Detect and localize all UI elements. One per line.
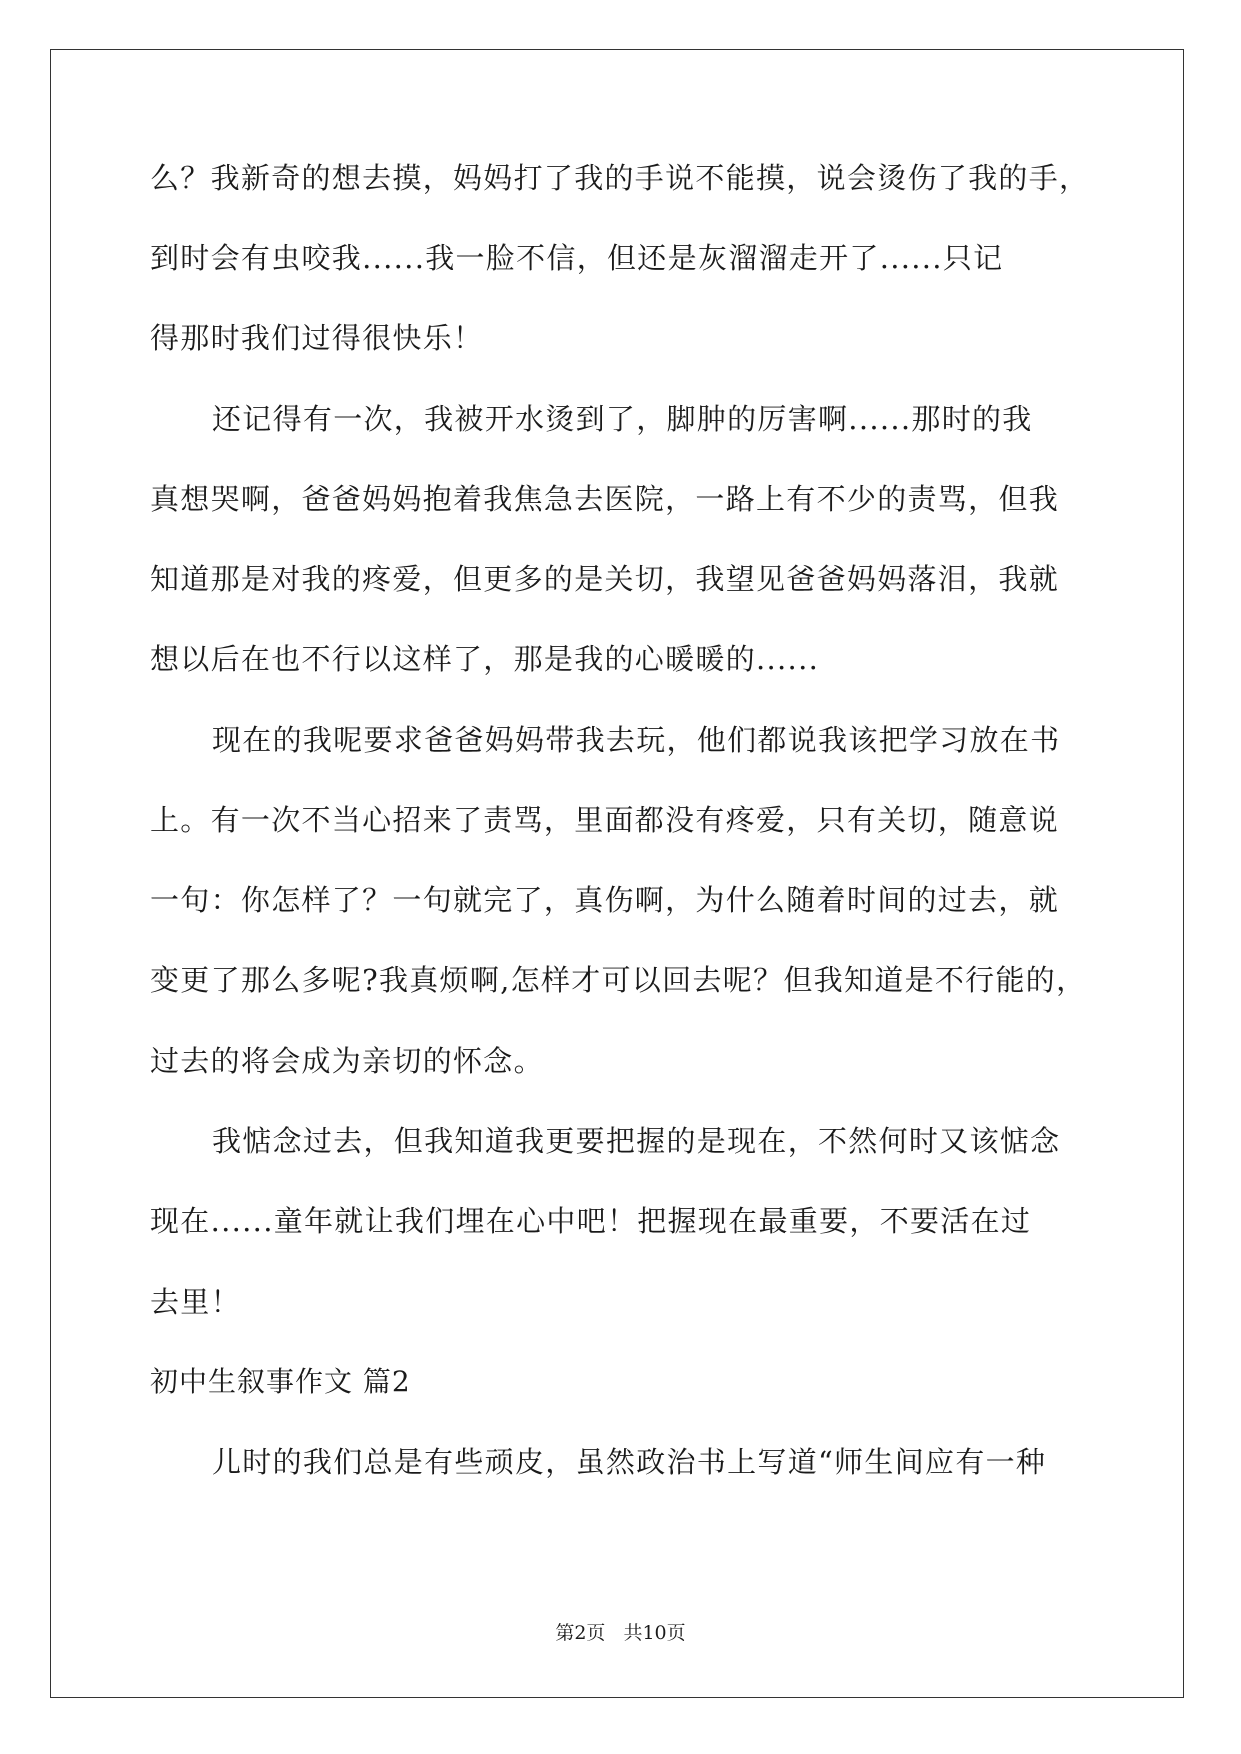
text-line-5: 真想哭啊，爸爸妈妈抱着我焦急去医院，一路上有不少的责骂，但我	[150, 482, 1060, 516]
text-line-17: 儿时的我们总是有些顽皮，虽然政治书上写道“师生间应有一种	[212, 1445, 1047, 1479]
text-line-4: 还记得有一次，我被开水烫到了，脚肿的厉害啊......那时的我	[212, 402, 1033, 436]
page-footer	[0, 1618, 1241, 1645]
page-total: 共10页	[623, 1622, 686, 1644]
text-line-1: 么？我新奇的想去摸，妈妈打了我的手说不能摸，说会烫伤了我的手，	[150, 161, 1090, 195]
text-line-3: 得那时我们过得很快乐！	[150, 321, 484, 355]
text-line-15: 去里！	[150, 1285, 241, 1319]
text-line-11: 变更了那么多呢?我真烦啊,怎样才可以回去呢？但我知道是不行能的，	[150, 963, 1087, 997]
page-number: 第2页	[555, 1622, 606, 1644]
text-line-8: 现在的我呢要求爸爸妈妈带我去玩，他们都说我该把学习放在书	[212, 723, 1061, 757]
text-line-7: 想以后在也不行以这样了，那是我的心暖暖的......	[150, 642, 820, 676]
section-heading: 初中生叙事作文 篇2	[150, 1365, 411, 1398]
text-line-14: 现在......童年就让我们埋在心中吧！把握现在最重要，不要活在过	[150, 1204, 1032, 1238]
text-line-2: 到时会有虫咬我......我一脸不信，但还是灰溜溜走开了......只记	[150, 241, 1004, 275]
text-line-12: 过去的将会成为亲切的怀念。	[150, 1044, 544, 1078]
text-line-9: 上。有一次不当心招来了责骂，里面都没有疼爱，只有关切，随意说	[150, 803, 1060, 837]
text-line-10: 一句：你怎样了？一句就完了，真伤啊，为什么随着时间的过去，就	[150, 883, 1060, 917]
text-line-13: 我惦念过去，但我知道我更要把握的是现在，不然何时又该惦念	[212, 1124, 1061, 1158]
text-line-6: 知道那是对我的疼爱，但更多的是关切，我望见爸爸妈妈落泪，我就	[150, 562, 1060, 596]
